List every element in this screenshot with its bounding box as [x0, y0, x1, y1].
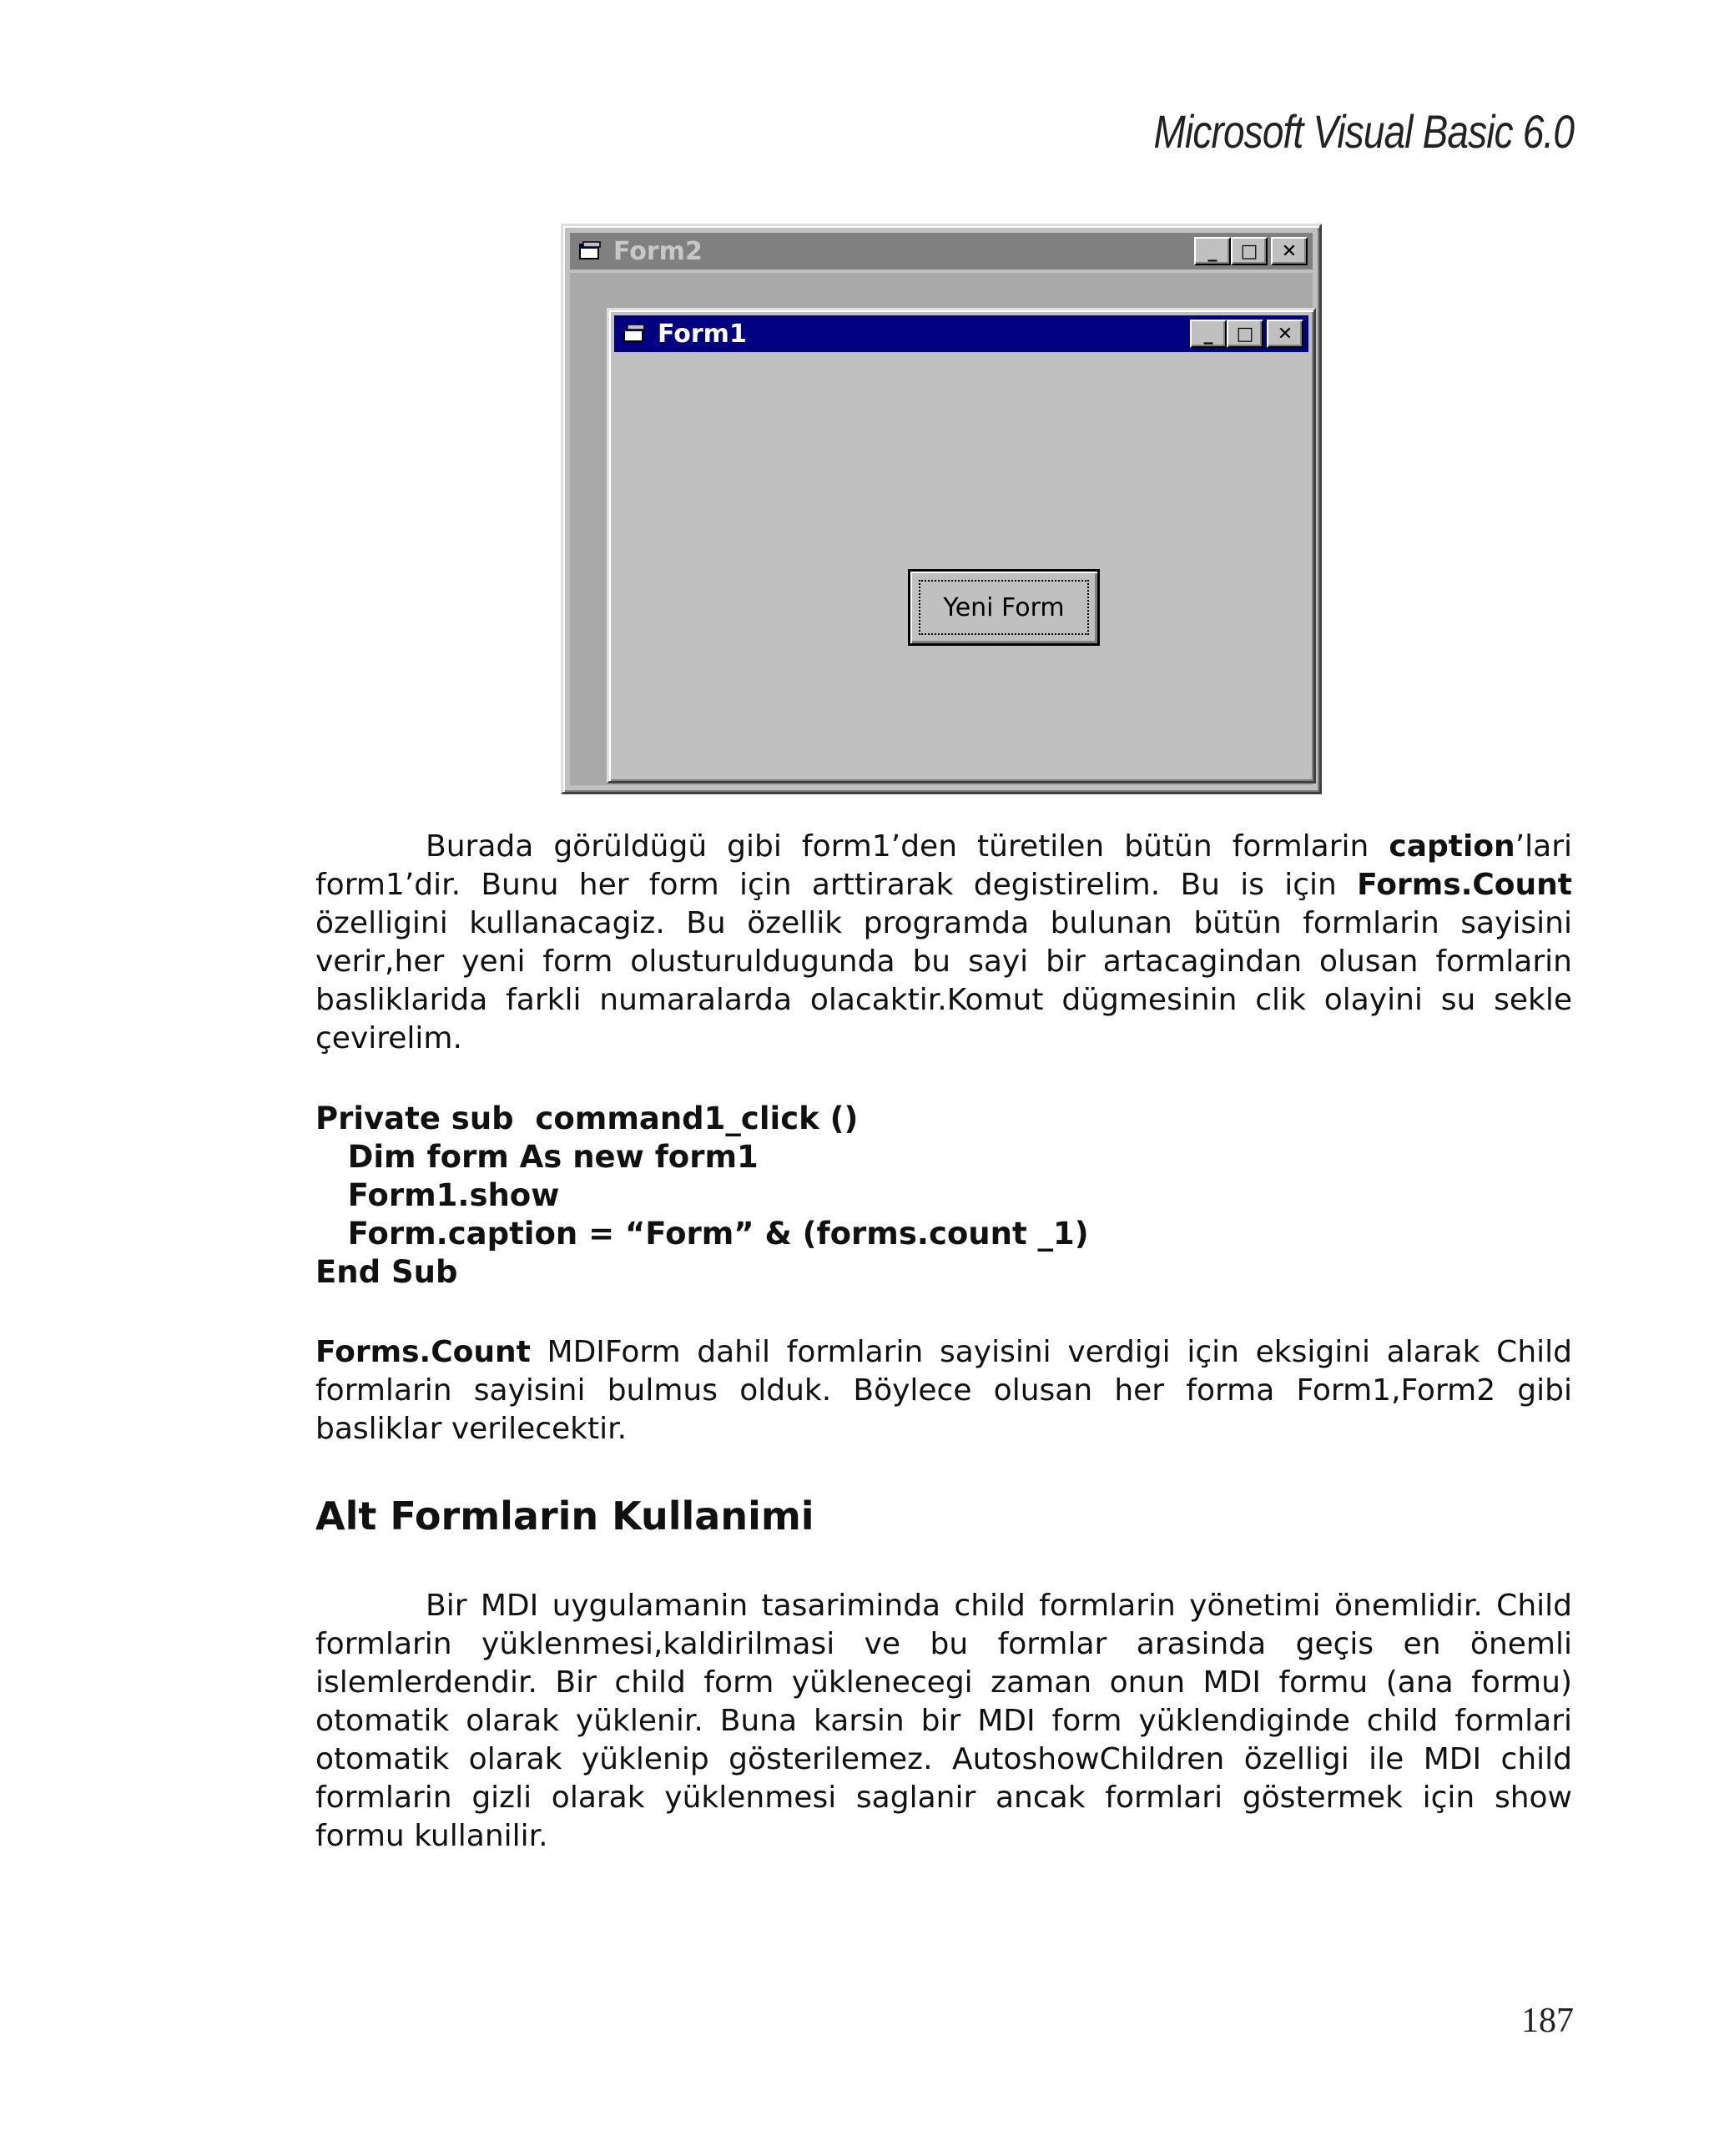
forms-count-keyword: Forms.Count: [315, 1335, 531, 1369]
child-window-controls: [1190, 320, 1303, 348]
code-line: Form1.show: [315, 1177, 560, 1213]
close-button[interactable]: [1267, 320, 1303, 348]
maximize-icon: □: [1236, 323, 1254, 345]
code-line: Form.caption = “Form” & (forms.count _1): [315, 1216, 1089, 1252]
minimize-button[interactable]: [1190, 320, 1227, 348]
maximize-button[interactable]: [1231, 237, 1268, 265]
form-icon: [578, 241, 602, 261]
running-header: Microsoft Visual Basic 6.0: [1153, 105, 1574, 158]
mdi-titlebar: [570, 233, 1313, 270]
mdi-window-controls: [1194, 237, 1308, 265]
form-icon: [623, 324, 646, 344]
child-window-form1: [607, 308, 1316, 783]
mdi-window-form2: [561, 224, 1322, 794]
maximize-icon: □: [1240, 240, 1258, 262]
yeni-form-button-label: Yeni Form: [943, 592, 1065, 622]
paragraph-forms-count-text: MDIForm dahil formlarin sayisini verdigi için eksigini alarak Child formlarin sayisini bulmus olduk. Böylece olusan her forma Form1,Form2 gibi basliklar verilecektir.: [315, 1335, 1572, 1446]
code-block: [315, 1100, 1089, 1292]
section-heading: Alt Formlarin Kullanimi: [315, 1494, 814, 1539]
caption-keyword: caption: [1389, 829, 1515, 864]
close-button[interactable]: [1271, 237, 1308, 265]
close-icon: ✕: [1277, 323, 1293, 345]
paragraph-intro-text-2: ’lari form1’dir. Bunu her form için arttirarak degistirelim. Bu is için: [315, 829, 1572, 902]
child-window-title: Form1: [658, 319, 747, 349]
paragraph-mdi-child: Bir MDI uygulamanin tasariminda child formlarin yönetimi önemlidir. Child formlarin yüklenmesi,kaldirilmasi ve bu formlar arasinda geçis en önemli islemlerdendir. Bir child form yüklenecegi zaman onun MDI formu (ana formu) otomatik olarak yüklenir. Buna karsin bir MDI form yüklendiginde child formlari otomatik olarak yüklenip gösterilemez. AutoshowChildren özelligi ile MDI child formlarin gizli olarak yüklenmesi saglanir ancak formlari göstermek için show formu kullanilir.: [315, 1589, 1572, 1853]
paragraph-intro-text: Burada görüldügü gibi form1’den türetilen bütün formlarin: [426, 829, 1389, 864]
paragraph-forms-count: [315, 1333, 1572, 1448]
minimize-icon: _: [1203, 323, 1213, 345]
mdi-window-title: Form2: [613, 236, 703, 266]
paragraph-intro-text-3: özelligini kullanacagiz. Bu özellik programda bulunan bütün formlarin sayisini verir,her yeni form olusturuldugunda bu sayi bir artacagindan olusan formlarin basliklarida farkli numaralarda olacaktir.Komut dügmesinin clik olayini su sekle çevirelim.: [315, 906, 1572, 1055]
child-titlebar: [614, 315, 1308, 352]
code-line: Private sub command1_click (): [315, 1101, 859, 1136]
code-line: Dim form As new form1: [315, 1139, 759, 1175]
minimize-icon: _: [1207, 240, 1217, 262]
paragraph-intro: [315, 828, 1572, 1058]
page-number: 187: [1521, 2002, 1574, 2040]
yeni-form-button[interactable]: [908, 569, 1100, 646]
minimize-button[interactable]: [1194, 237, 1231, 265]
code-line: End Sub: [315, 1254, 458, 1290]
forms-count-keyword: Forms.Count: [1357, 868, 1572, 902]
close-icon: ✕: [1281, 240, 1298, 262]
focus-rectangle: [919, 580, 1089, 635]
maximize-button[interactable]: [1227, 320, 1263, 348]
